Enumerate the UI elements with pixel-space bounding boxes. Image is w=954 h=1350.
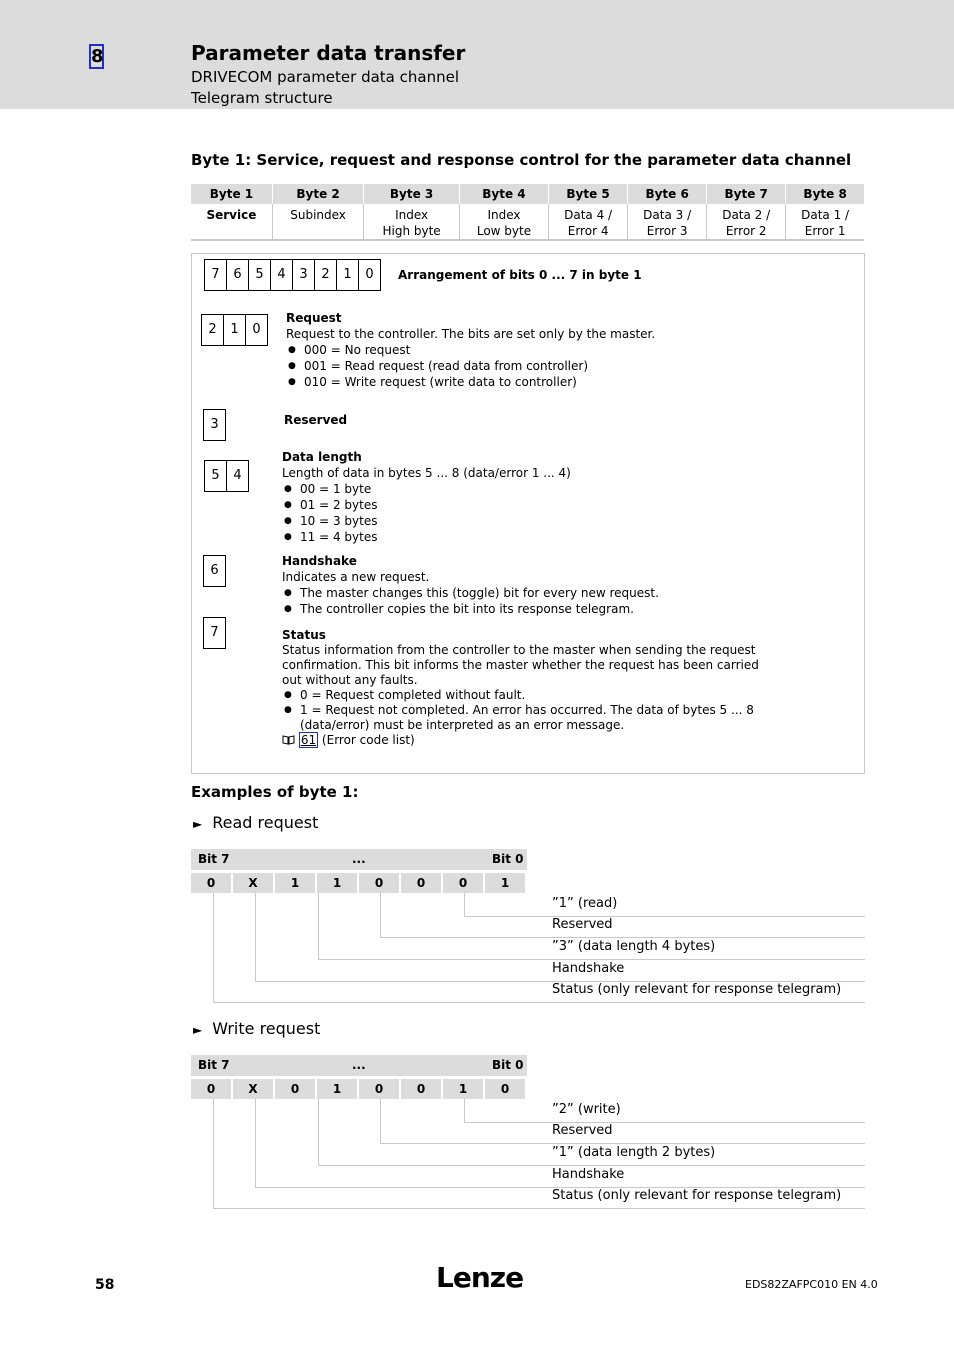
byte-header: Byte 4 bbox=[459, 184, 548, 204]
byte-cell-line: Low byte bbox=[476, 224, 532, 238]
list-item: ● The controller copies the bit into its response telegram. bbox=[282, 601, 659, 617]
read-bit-label: ”1” (read) bbox=[552, 896, 618, 911]
byte-cell bbox=[707, 204, 786, 240]
field-text: confirmation. This bit informs the master whether the request has been carried bbox=[282, 658, 759, 672]
list-item: ● 11 = 4 bytes bbox=[282, 529, 571, 545]
connector-line bbox=[464, 893, 465, 916]
bit-box: 1 bbox=[336, 259, 359, 291]
byte-cell bbox=[549, 204, 628, 240]
triangle-right-icon: ► bbox=[193, 817, 203, 831]
connector-line bbox=[318, 1099, 319, 1165]
byte-cell-line: Error 1 bbox=[804, 224, 846, 238]
read-request-title bbox=[193, 813, 318, 832]
write-bit-label: ”1” (data length 2 bytes) bbox=[552, 1145, 716, 1160]
field-heading: Reserved bbox=[284, 413, 348, 427]
bit-value: 0 bbox=[443, 873, 485, 893]
book-icon bbox=[282, 733, 299, 747]
examples-heading: Examples of byte 1: bbox=[191, 783, 359, 801]
connector-line bbox=[255, 1099, 256, 1187]
write-bit-label: Reserved bbox=[552, 1123, 613, 1138]
byte-header: Byte 5 bbox=[549, 184, 628, 204]
bit7-label: Bit 7 bbox=[198, 1058, 230, 1072]
byte-header: Byte 1 bbox=[191, 184, 272, 204]
connector-line bbox=[464, 916, 865, 917]
bit-header-bar bbox=[191, 1055, 527, 1076]
bit-value: X bbox=[233, 873, 275, 893]
bit-value: 1 bbox=[317, 1079, 359, 1099]
bit-box: 3 bbox=[203, 409, 226, 441]
data-length-bit-boxes bbox=[204, 460, 248, 492]
connector-line bbox=[213, 1002, 865, 1003]
bit-box: 6 bbox=[203, 555, 226, 587]
handshake-description bbox=[282, 553, 659, 617]
bit-box: 2 bbox=[314, 259, 337, 291]
page-number: 58 bbox=[95, 1277, 115, 1293]
bit0-label: Bit 0 bbox=[492, 1058, 524, 1072]
connector-line bbox=[255, 893, 256, 981]
connector-line bbox=[213, 1099, 214, 1208]
list-item-line: ● 1 = Request not completed. An error has occurred. The data of bytes 5 ... 8 bbox=[300, 703, 754, 717]
byte-header: Byte 7 bbox=[707, 184, 786, 204]
request-bit-boxes bbox=[201, 314, 267, 346]
connector-line bbox=[380, 893, 381, 937]
list-item: ● 0 = Request completed without fault. bbox=[282, 688, 759, 703]
read-bit-label: Handshake bbox=[552, 961, 625, 976]
byte-cell bbox=[191, 204, 272, 240]
field-heading: Request bbox=[286, 311, 342, 325]
field-text: out without any faults. bbox=[282, 673, 418, 687]
byte-cell bbox=[786, 204, 864, 240]
field-text: Status information from the controller to the master when sending the request bbox=[282, 643, 756, 657]
bit-value: 0 bbox=[401, 1079, 443, 1099]
field-text: Length of data in bytes 5 ... 8 (data/error 1 ... 4) bbox=[282, 466, 571, 480]
list-item: ● 010 = Write request (write data to controller) bbox=[286, 374, 655, 390]
byte-cell-line: Index bbox=[395, 208, 429, 222]
bit-box: 3 bbox=[292, 259, 315, 291]
bit-box: 4 bbox=[270, 259, 293, 291]
bit-box: 5 bbox=[204, 460, 227, 492]
dots-label: ... bbox=[352, 852, 366, 866]
page-title: Parameter data transfer bbox=[191, 41, 466, 65]
field-list bbox=[282, 585, 659, 617]
byte-cell-line: High byte bbox=[382, 224, 441, 238]
connector-line bbox=[318, 959, 865, 960]
byte-header: Byte 8 bbox=[786, 184, 864, 204]
bit-box: 5 bbox=[248, 259, 271, 291]
document-id: EDS82ZAFPC010 EN 4.0 bbox=[745, 1278, 878, 1291]
page-subtitle: DRIVECOM parameter data channel bbox=[191, 68, 459, 86]
field-text: Request to the controller. The bits are set only by the master. bbox=[286, 327, 656, 341]
page-header bbox=[0, 0, 954, 109]
field-heading: Data length bbox=[282, 450, 362, 464]
byte-cell-line: Data 4 / bbox=[564, 208, 613, 222]
connector-line bbox=[318, 893, 319, 959]
byte-cell-line: Index bbox=[487, 208, 521, 222]
bit-arrangement-boxes bbox=[204, 259, 380, 291]
byte-cell-line: Data 1 / bbox=[801, 208, 850, 222]
bit-box: 0 bbox=[358, 259, 381, 291]
list-item: ● The master changes this (toggle) bit for every new request. bbox=[282, 585, 659, 601]
field-list bbox=[282, 481, 571, 545]
write-bit-label: ”2” (write) bbox=[552, 1102, 621, 1117]
bit-value: 0 bbox=[401, 873, 443, 893]
list-item: ● 001 = Read request (read data from controller) bbox=[286, 358, 655, 374]
status-bit-boxes bbox=[203, 617, 225, 649]
read-bit-values bbox=[191, 873, 527, 893]
field-heading: Status bbox=[282, 628, 326, 642]
chapter-number: 8 bbox=[91, 46, 104, 67]
read-request-label: Read request bbox=[212, 813, 319, 832]
byte-table bbox=[191, 184, 864, 241]
page-reference-link[interactable]: 61 bbox=[300, 733, 317, 747]
bit-box: 2 bbox=[201, 314, 224, 346]
connector-line bbox=[380, 937, 865, 938]
bit-box: 1 bbox=[223, 314, 246, 346]
write-request-label: Write request bbox=[212, 1019, 321, 1038]
connector-line bbox=[464, 1099, 465, 1122]
byte-cell bbox=[364, 204, 460, 240]
read-bit-label: ”3” (data length 4 bytes) bbox=[552, 939, 716, 954]
connector-line bbox=[464, 1122, 865, 1123]
handshake-bit-boxes bbox=[203, 555, 225, 587]
bit-value: 1 bbox=[317, 873, 359, 893]
status-description bbox=[282, 627, 759, 748]
connector-line bbox=[213, 1208, 865, 1209]
byte-cell-line: Error 2 bbox=[725, 224, 767, 238]
byte-cell bbox=[628, 204, 707, 240]
byte-cell-line: Error 4 bbox=[567, 224, 609, 238]
dots-label: ... bbox=[352, 1058, 366, 1072]
error-code-reference bbox=[282, 733, 759, 748]
byte-cell-line: Error 3 bbox=[646, 224, 688, 238]
bit-value: 0 bbox=[359, 873, 401, 893]
byte-header: Byte 3 bbox=[364, 184, 460, 204]
bit-value: 1 bbox=[275, 873, 317, 893]
field-list bbox=[282, 688, 759, 733]
bit-value: 0 bbox=[485, 1079, 527, 1099]
byte-cell bbox=[459, 204, 548, 240]
bit-box: 0 bbox=[245, 314, 268, 346]
reserved-description bbox=[284, 412, 347, 428]
page-subtitle-2: Telegram structure bbox=[191, 89, 333, 107]
bit-value: 0 bbox=[275, 1079, 317, 1099]
byte-cell-line: Service bbox=[206, 208, 257, 222]
list-item: ● 10 = 3 bytes bbox=[282, 513, 571, 529]
connector-line bbox=[380, 1143, 865, 1144]
lenze-logo: Lenze bbox=[436, 1261, 524, 1294]
bit7-label: Bit 7 bbox=[198, 852, 230, 866]
byte-header: Byte 2 bbox=[272, 184, 363, 204]
bit-value: 0 bbox=[191, 873, 233, 893]
read-bit-label: Reserved bbox=[552, 917, 613, 932]
read-bit-label: Status (only relevant for response telegram) bbox=[552, 982, 842, 997]
list-item: ● 000 = No request bbox=[286, 342, 655, 358]
byte-table-row bbox=[191, 204, 864, 240]
byte-cell-line: Data 3 / bbox=[643, 208, 692, 222]
bit-header-bar bbox=[191, 849, 527, 870]
connector-line bbox=[318, 1165, 865, 1166]
write-bit-label: Handshake bbox=[552, 1167, 625, 1182]
bit-arrangement-label: Arrangement of bits 0 ... 7 in byte 1 bbox=[398, 268, 642, 282]
write-bit-values bbox=[191, 1079, 527, 1099]
field-text: Indicates a new request. bbox=[282, 570, 430, 584]
byte-cell-line: Subindex bbox=[290, 208, 346, 222]
bit-box: 6 bbox=[226, 259, 249, 291]
field-heading: Handshake bbox=[282, 554, 357, 568]
list-item bbox=[282, 703, 759, 733]
byte-header: Byte 6 bbox=[628, 184, 707, 204]
write-bit-label: Status (only relevant for response telegram) bbox=[552, 1188, 842, 1203]
byte-table-header-row bbox=[191, 184, 864, 204]
triangle-right-icon: ► bbox=[193, 1023, 203, 1037]
bit-value: X bbox=[233, 1079, 275, 1099]
byte-cell bbox=[272, 204, 363, 240]
write-request-title bbox=[193, 1019, 320, 1038]
bit-box: 7 bbox=[203, 617, 226, 649]
bit0-label: Bit 0 bbox=[492, 852, 524, 866]
bit-value: 0 bbox=[359, 1079, 401, 1099]
bit-value: 1 bbox=[443, 1079, 485, 1099]
bit-value: 1 bbox=[485, 873, 527, 893]
byte-cell-line: Data 2 / bbox=[722, 208, 771, 222]
reserved-bit-boxes bbox=[203, 409, 225, 441]
list-item: ● 01 = 2 bytes bbox=[282, 497, 571, 513]
connector-line bbox=[380, 1099, 381, 1143]
list-item: ● 00 = 1 byte bbox=[282, 481, 571, 497]
connector-line bbox=[213, 893, 214, 1002]
request-description bbox=[286, 310, 655, 390]
bit-value: 0 bbox=[191, 1079, 233, 1099]
bit-box: 7 bbox=[204, 259, 227, 291]
list-item-line: (data/error) must be interpreted as an error message. bbox=[300, 718, 625, 732]
section-heading: Byte 1: Service, request and response control for the parameter data channel bbox=[191, 151, 852, 169]
reference-text: (Error code list) bbox=[318, 733, 415, 747]
data-length-description bbox=[282, 449, 571, 545]
bit-box: 4 bbox=[226, 460, 249, 492]
field-list bbox=[286, 342, 655, 390]
